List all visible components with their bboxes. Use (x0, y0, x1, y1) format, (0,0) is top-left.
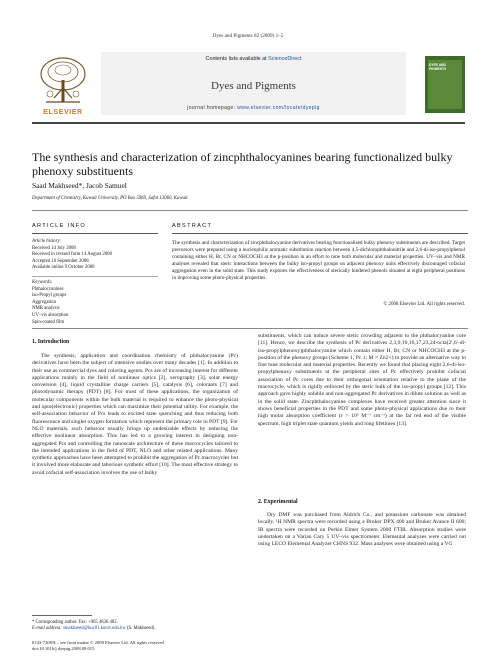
cover-title: DYES AND PIGMENTS (429, 63, 447, 71)
keyword: UV–vis absorption (32, 312, 69, 318)
keyword: iso-Propyl groups (32, 293, 67, 299)
keyword: NMR analysis (32, 306, 60, 312)
doi-line: doi:10.1016/j.dyepig.2008.09.015 (32, 645, 95, 651)
footnote (32, 620, 252, 632)
email-prefix: E-mail address: (32, 626, 64, 631)
email-line (32, 626, 252, 632)
article-authors: Saad Makhseed*, Jacob Samuel (32, 181, 127, 190)
experimental-paragraph: Dry DMF was purchased from Aldrich Co., and potassium carbonate was obtained locally. ¹H NMR spectra were recorded using a Bruker DPX 400 and Bruker Avance II 600; IR spectra were recorded on Perkin Elmer System 2000 FTIR. Absorption studies were undertaken on a Varian Cary 5 UV–vis spectrometer. Elemental analyses were carried out using LECO Elemental Analyzer CHNS 932. Mass analyses were obtained using a VG (258, 512, 466, 548)
abstract-text: The synthesis and characterization of zincphthalocyanine derivatives bearing functionalised bulky phenoxy substituents are described. Target precursors were prepared using a nucleophilic aromatic substitution reaction between 4,5-dichlorophthalonitrile and 2,6-di-iso-propylphenol containing either H, Br, CN or NHCOCH3 at the p-position in an effort to tune both molecular and material properties. UV–vis and NMR analyses revealed that steric interactions between the bulky iso-propyl groups on adjacent phenoxy units effectively discouraged cofacial aggregation even in the solid state. This study explores the effectiveness of sterically hindered phenols situated at eight peripheral positions in improving some photo-physical properties. (172, 240, 465, 281)
history-label: Article history: (32, 239, 62, 244)
sciencedirect-link[interactable]: ScienceDirect (268, 56, 302, 62)
info-top-rule (32, 210, 468, 211)
elsevier-tree-logo (32, 54, 94, 116)
email-suffix: (S. Makhseed). (125, 626, 156, 631)
history-item: Received in revised form 14 August 2008 (32, 252, 112, 258)
journal-title: Dyes and Pigments (211, 80, 296, 92)
footnote-rule (32, 615, 92, 616)
author-email-link[interactable]: smakhseed@kuc01.kuniv.edu.kw (63, 626, 126, 631)
article-history (32, 239, 160, 272)
article-affiliation: Department of Chemistry, Kuwait University, PO Box 5969, Safat 13060, Kuwait (32, 196, 188, 201)
corresponding-author-note: * Corresponding author. Fax: +965 4836 482. (32, 620, 118, 625)
body-top-rule (32, 328, 468, 329)
history-item: Available online 9 October 2008 (32, 265, 95, 271)
journal-homepage (101, 105, 406, 111)
abstract-copyright: © 2008 Elsevier Ltd. All rights reserved. (383, 302, 465, 307)
abstract-rule (172, 233, 468, 234)
keywords-list (32, 280, 160, 326)
journal-cover-image (425, 56, 465, 113)
abstract-heading: ABSTRACT (172, 223, 213, 229)
history-item: Received 14 July 2008 (32, 245, 76, 251)
homepage-prefix: journal homepage: (187, 105, 238, 111)
keyword: Phthalocyanines (32, 286, 64, 292)
keywords-label: Keywords: (32, 280, 53, 285)
contents-prefix: Contents lists available at (205, 56, 269, 62)
contents-line (101, 56, 406, 62)
history-item: Accepted 16 September 2008 (32, 258, 89, 264)
right-column-paragraph: substituents, which can induce severe steric crowding adjacent to the phthalocyanine core [11]. Hence, we describe the synthesis of Pc derivatives 2,3,9,10,16,17,23,24-octa(2′,6′-di-iso-propylphenoxy)phthalocyanine which contain either H, Br, CN or NHCOCH3 at the p-position of the phenoxy groups (Scheme 1; Pc 1; M = Zn2+) to provide an alternative way to fine tune molecular and material properties. Recently we found that placing eight 2,6-di-iso-propylphenoxy substituents at the peripheral sites of Pc effectively prohibit cofacial association of Pc cores due to their orthogonal orientation relative to the plane of the macrocycle, which is rigidly enforced by the steric bulk of the iso-propyl groups [12]. This approach gave highly soluble and non-aggregated Pc derivatives in dilute solution as well as in the solid state. Zincphthalocyanine complexes have received greater attention since it shows beneficial properties in the PDT and some photo-physical applications due to their high molar absorption coefficient (ε > 10⁵ M⁻¹ cm⁻¹) at the far red end of the visible spectrum, high triplet state quantum yields and long lifetimes [13]. (258, 333, 466, 427)
running-head: Dyes and Pigments 82 (2009) 1–5 (212, 33, 284, 39)
keyword: Aggregation (32, 299, 56, 305)
issn-line: 0143-7208/$ – see front matter © 2008 Elsevier Ltd. All rights reserved. (32, 640, 165, 645)
introduction-paragraph: The synthesis, application and coordination chemistry of phthalocyanine (Pc) derivatives have been the subject of intensive studies over many decades [1]. In addition to their use as commercial dyes and coloring agents, Pcs are of increasing interest for different applications mainly in the field of nonlinear optics [2], xerography [3], solar energy conversion [4], liquid crystalline charge carriers [5], catalysis [6], colorants [7] and photodynamic therapy (PDT) [8]. For most of these applications, the organization of molecular components within the bulk material is required to enhance the photo-physical and opto(electronic) properties which can maximize their potential utility. For example, the self-association behavior of Pcs leads to excited state quenching and thus reducing both fluorescence and singlet oxygen formation which represent the primary role in PDT [9]. For NLO materials, such behavior usually brings up undesirable effects by reducing the effective nonlinear absorption. This has led to a growing interest in designing non-aggregated Pcs and controlling the nanoscale architecture of these macrocycles tailored to the intended applications in the field of PDT, NLO and other related applications. Many synthetic approaches have been attempted to prohibit the aggregation of Pc macrocycles but it involved more elaborate and laborious synthetic effort [10]. The most effective strategy to avoid cofacial self-association involves the use of bulky (32, 353, 238, 476)
experimental-heading: 2. Experimental (258, 499, 298, 505)
keyword: Spin-coated film (32, 319, 65, 325)
article-info-heading: ARTICLE INFO (32, 223, 87, 229)
header-divider (32, 122, 465, 124)
homepage-link[interactable]: www.elsevier.com/locate/dyepig (237, 105, 320, 111)
publisher-logo-text: ELSEVIER (43, 109, 83, 116)
keywords-rule (32, 276, 158, 277)
article-info-rule (32, 233, 158, 234)
front-matter-info (32, 640, 332, 652)
article-title: The synthesis and characterization of zincphthalocyanines bearing functionalized bulky phenoxy substituents (32, 150, 453, 178)
introduction-heading: 1. Introduction (32, 339, 70, 345)
